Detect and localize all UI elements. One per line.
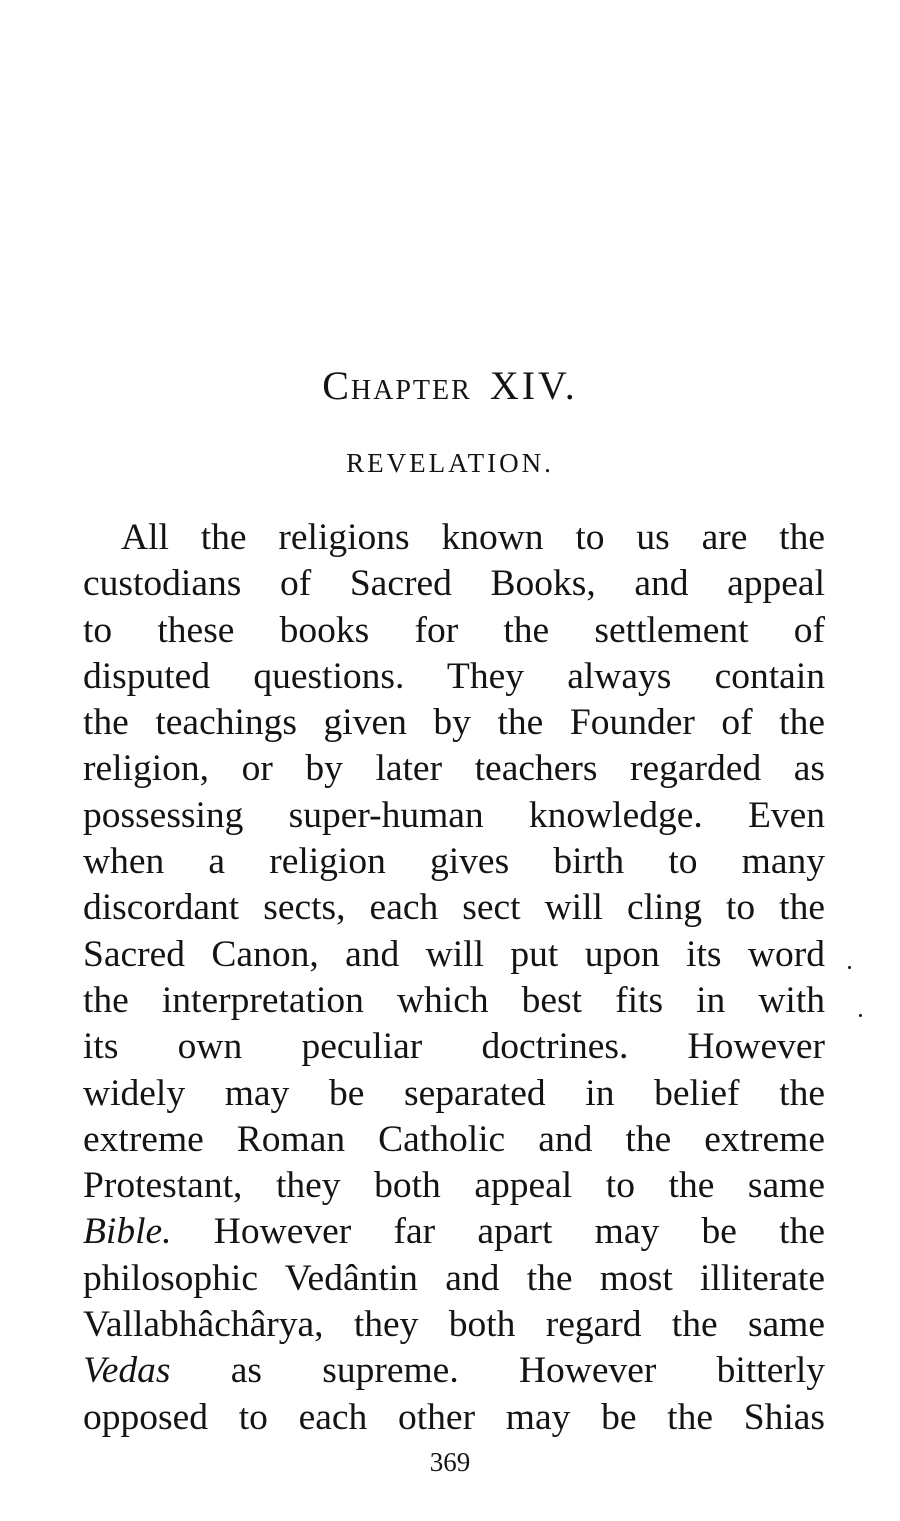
page-number: 369 (429, 1447, 471, 1477)
chapter-label: Chapter (322, 363, 472, 408)
italic-title-bible: Bible. (83, 1211, 172, 1253)
print-speck (859, 1014, 862, 1017)
text-line: possessing super-human knowledge. Even (83, 794, 825, 836)
chapter-heading (0, 362, 900, 410)
text-line-rest: as supreme. However bitterly (170, 1350, 825, 1392)
text-line: custodians of Sacred Books, and appeal (83, 563, 825, 605)
text-line: disputed questions. They always contain (83, 655, 825, 697)
text-line: opposed to each other may be the Shias (83, 1396, 825, 1438)
body-paragraph (83, 515, 825, 1441)
text-line: philosophic Vedântin and the most illiterate (83, 1257, 825, 1299)
text-line (83, 1209, 825, 1255)
text-line: All the religions known to us are the (121, 517, 825, 558)
text-line (83, 1348, 825, 1394)
chapter-numeral: XIV. (489, 363, 578, 408)
text-line: religion, or by later teachers regarded as (83, 748, 825, 790)
text-line: widely may be separated in belief the (83, 1072, 825, 1114)
text-line: when a religion gives birth to many (83, 841, 825, 883)
section-title: REVELATION. (346, 448, 554, 478)
text-line: the interpretation which best fits in with (83, 979, 825, 1021)
text-line: Protestant, they both appeal to the same (83, 1165, 825, 1207)
text-line: the teachings given by the Founder of the (83, 702, 825, 744)
text-line: discordant sects, each sect will cling to the (83, 887, 825, 929)
text-line: extreme Roman Catholic and the extreme (83, 1118, 825, 1160)
text-line: Vallabhâchârya, they both regard the same (83, 1304, 825, 1346)
text-line: its own peculiar doctrines. However (83, 1026, 825, 1068)
italic-title-vedas: Vedas (83, 1350, 171, 1392)
print-speck (848, 966, 851, 969)
text-line: Sacred Canon, and will put upon its word (83, 933, 825, 975)
text-line-rest: However far apart may be the (171, 1211, 825, 1253)
text-line: to these books for the settlement of (83, 609, 825, 651)
